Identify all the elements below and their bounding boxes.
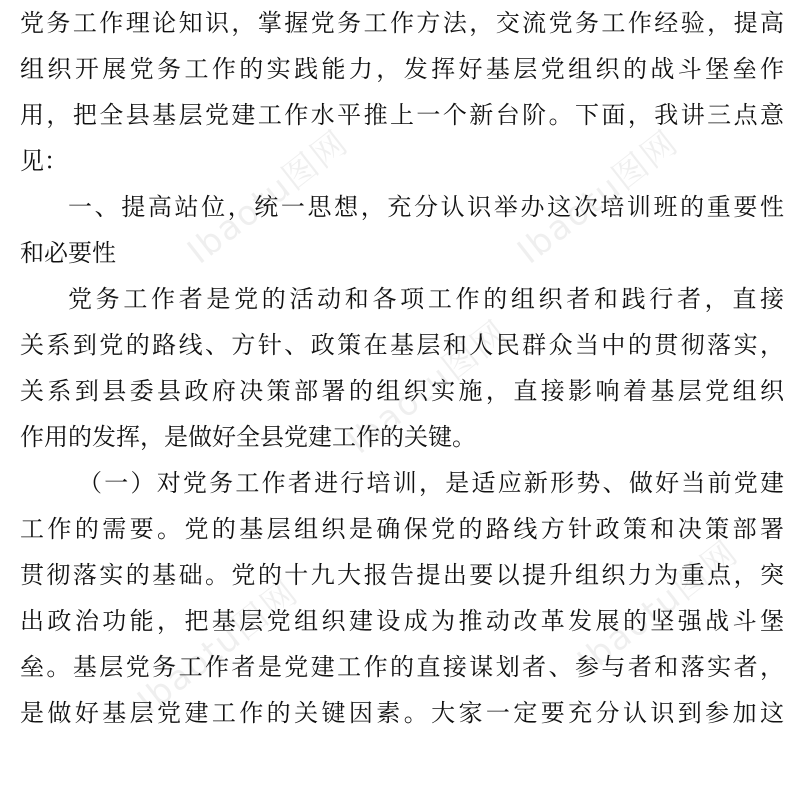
section-heading-continued: 和必要性 (20, 239, 116, 267)
text-line: 工作的需要。党的基层组织是确保党的路线方针政策和决策部署 (20, 515, 784, 543)
text-line: 用，把全县基层党建工作水平推上一个新台阶。下面，我讲三点意 (20, 101, 784, 129)
body-text (20, 0, 784, 736)
text-line: 党务工作者是党的活动和各项工作的组织者和践行者，直接 (68, 285, 784, 313)
watermark: Ibaotu图网 (570, 532, 747, 683)
watermark: Ibaotu图网 (510, 122, 687, 273)
text-line: 贯彻落实的基础。党的十九大报告提出要以提升组织力为重点，突 (20, 561, 784, 589)
text-line: 出政治功能，把基层党组织建设成为推动改革发展的坚强战斗堡 (20, 607, 784, 635)
subsection-heading: （一）对党务工作者进行培训，是适应新形势、做好当前党建 (78, 469, 784, 497)
watermark: Ibaotu图网 (340, 312, 517, 463)
text-line: 是做好基层党建工作的关键因素。大家一定要充分认识到参加这 (20, 699, 784, 727)
text-line: 见： (20, 147, 68, 175)
section-heading: 一、提高站位，统一思想，充分认识举办这次培训班的重要性 (68, 193, 784, 221)
text-line: 关系到党的路线、方针、政策在基层和人民群众当中的贯彻落实， (20, 331, 784, 359)
text-line: 党务工作理论知识，掌握党务工作方法，交流党务工作经验，提高 (20, 9, 784, 37)
watermark: Ibaotu图网 (130, 572, 307, 723)
text-line: 垒。基层党务工作者是党建工作的直接谋划者、参与者和落实者， (20, 653, 784, 681)
text-line: 组织开展党务工作的实践能力，发挥好基层党组织的战斗堡垒作 (20, 55, 784, 83)
text-line: 作用的发挥，是做好全县党建工作的关键。 (20, 423, 476, 451)
text-line: 关系到县委县政府决策部署的组织实施，直接影响着基层党组织 (20, 377, 784, 405)
watermark: Ibaotu图网 (180, 122, 357, 273)
